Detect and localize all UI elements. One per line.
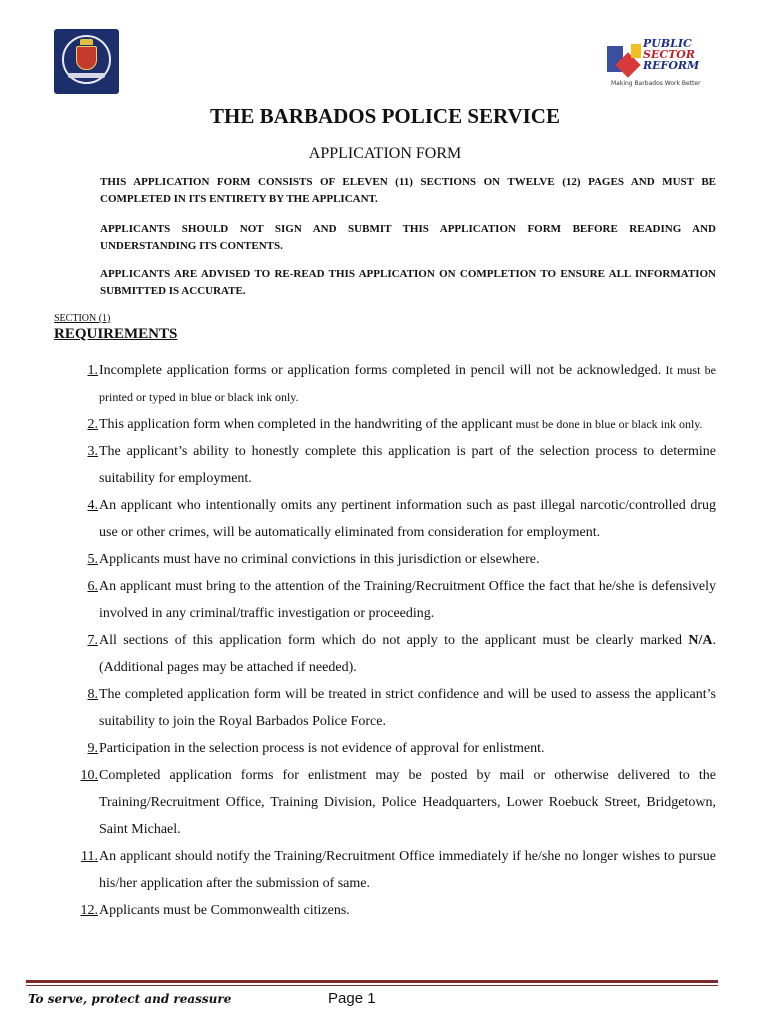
list-text: An applicant who intentionally omits any pertinent information such as past illegal narcotic/controlled drug use or other crimes, will be automatically eliminated from consideration for employment.	[99, 498, 716, 540]
list-text: Incomplete application forms or application forms completed in pencil will not be acknowledged. It must be printed or typed in blue or black ink only.	[99, 363, 716, 404]
list-number: 7.	[87, 633, 98, 648]
requirements-list	[54, 357, 716, 924]
list-number: 4.	[87, 498, 98, 513]
list-item	[54, 357, 716, 411]
list-number: 11.	[81, 849, 98, 864]
list-number: 1.	[87, 363, 98, 378]
logo-wordmark: PUBLIC SECTOR REFORM	[643, 37, 700, 72]
list-number: 3.	[87, 444, 98, 459]
logo-shape-yellow	[631, 44, 641, 58]
list-text: Applicants must be Commonwealth citizens.	[99, 903, 350, 918]
list-item	[54, 546, 716, 573]
list-item	[54, 843, 716, 897]
crown-icon	[80, 39, 93, 45]
list-number: 12.	[80, 903, 98, 918]
document-subtitle: APPLICATION FORM	[308, 145, 462, 162]
logo-tagline: Making Barbados Work Better	[611, 80, 701, 87]
list-item	[54, 627, 716, 681]
notice-re-read: APPLICANTS ARE ADVISED TO RE-READ THIS APPLICATION ON COMPLETION TO ENSURE ALL INFORMATION SUBMITTED IS ACCURATE.	[100, 268, 716, 297]
footer-divider-thick	[26, 980, 718, 983]
list-text: The applicant’s ability to honestly complete this application is part of the selection process to determine suitability for employment.	[99, 444, 716, 486]
list-item	[54, 762, 716, 843]
notice-pages: THIS APPLICATION FORM CONSISTS OF ELEVEN (11) SECTIONS ON TWELVE (12) PAGES AND MUST BE COMPLETED IN ITS ENTIRETY BY THE APPLICANT.	[100, 176, 716, 205]
list-text: Completed application forms for enlistment may be posted by mail or otherwise delivered to the Training/Recruitment Office, Training Division, Police Headquarters, Lower Roebuck Street, Bridgetown, Saint Michael.	[99, 768, 716, 837]
list-item	[54, 492, 716, 546]
police-crest-logo	[54, 29, 119, 94]
list-number: 6.	[87, 579, 98, 594]
page-number: Page 1	[328, 990, 376, 1007]
public-sector-reform-logo	[605, 38, 717, 92]
shield-icon	[76, 46, 97, 70]
list-number: 5.	[87, 552, 98, 567]
list-text: All sections of this application form which do not apply to the applicant must be clearly marked N/A. (Additional pages may be attached if needed).	[99, 633, 716, 675]
crest-banner	[68, 73, 105, 78]
list-item	[54, 438, 716, 492]
list-item	[54, 735, 716, 762]
list-item	[54, 897, 716, 924]
list-text: Participation in the selection process is not evidence of approval for enlistment.	[99, 741, 545, 756]
list-number: 10.	[80, 768, 98, 783]
list-item	[54, 573, 716, 627]
notice-do-not-sign: APPLICANTS SHOULD NOT SIGN AND SUBMIT THIS APPLICATION FORM BEFORE READING AND UNDERSTANDING ITS CONTENTS.	[100, 223, 716, 252]
list-text: This application form when completed in the handwriting of the applicant must be done in blue or black ink only.	[99, 417, 703, 432]
footer-divider-thin	[26, 985, 718, 986]
section-label: SECTION (1)	[54, 313, 111, 324]
list-item	[54, 681, 716, 735]
list-number: 8.	[87, 687, 98, 702]
list-text: An applicant should notify the Training/Recruitment Office immediately if he/she no longer wishes to pursue his/her application after the submission of same.	[99, 849, 716, 891]
list-item	[54, 411, 716, 438]
list-text: The completed application form will be treated in strict confidence and will be used to assess the applicant’s suitability to join the Royal Barbados Police Force.	[99, 687, 716, 729]
section-title: REQUIREMENTS	[54, 326, 178, 342]
list-number: 9.	[87, 741, 98, 756]
list-text: Applicants must have no criminal convictions in this jurisdiction or elsewhere.	[99, 552, 540, 567]
list-number: 2.	[87, 417, 98, 432]
document-title: THE BARBADOS POLICE SERVICE	[210, 104, 560, 128]
footer-motto: To serve, protect and reassure	[28, 992, 232, 1006]
list-text: An applicant must bring to the attention of the Training/Recruitment Office the fact that he/she is defensively involved in any criminal/traffic investigation or proceeding.	[99, 579, 716, 621]
